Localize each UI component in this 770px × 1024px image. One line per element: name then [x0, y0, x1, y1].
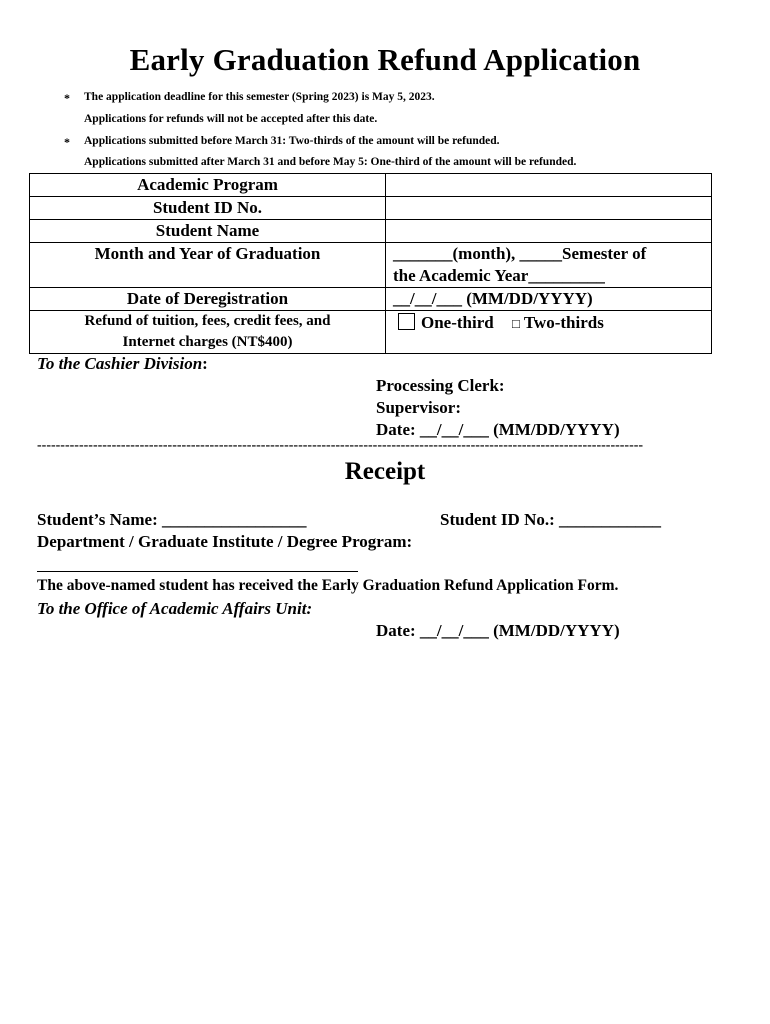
student-name-label: Student Name: [30, 220, 386, 243]
receipt-student-name-field[interactable]: Student’s Name: _________________: [37, 510, 307, 529]
note-bullet-1: *: [64, 91, 70, 105]
student-id-label: Student ID No.: [30, 197, 386, 220]
refund-options: [386, 311, 712, 354]
row-refund: [30, 311, 712, 354]
graduation-academic-year: the Academic Year_________: [393, 266, 605, 285]
student-id-field[interactable]: [386, 197, 712, 220]
row-academic-program: [30, 174, 712, 197]
note-no-late: Applications for refunds will not be accepted after this date.: [84, 113, 378, 125]
deregistration-date-field[interactable]: __/__/___ (MM/DD/YYYY): [386, 288, 712, 311]
processing-clerk-field[interactable]: Processing Clerk:: [376, 376, 505, 395]
deregistration-label: Date of Deregistration: [30, 288, 386, 311]
row-student-id: [30, 197, 712, 220]
refund-label-line-1: Refund of tuition, fees, credit fees, and: [84, 313, 331, 329]
student-name-field[interactable]: [386, 220, 712, 243]
refund-label: [30, 311, 386, 354]
receipt-department-label: Department / Graduate Institute / Degree Program:: [37, 532, 413, 551]
graduation-label: Month and Year of Graduation: [30, 243, 386, 288]
graduation-field[interactable]: [386, 243, 712, 288]
academic-program-field[interactable]: [386, 174, 712, 197]
cashier-date-field[interactable]: Date: __/__/___ (MM/DD/YYYY): [376, 420, 620, 439]
graduation-month-semester: _______(month), _____Semester of: [393, 244, 647, 263]
cut-line-separator: ----------------------------------------------------------------------------------------------------------------------------------: [37, 438, 644, 453]
note-deadline: The application deadline for this semester (Spring 2023) is May 5, 2023.: [84, 91, 435, 103]
supervisor-field[interactable]: Supervisor:: [376, 398, 461, 417]
page-title: Early Graduation Refund Application: [129, 42, 641, 77]
application-form-table: [29, 173, 712, 354]
row-student-name: [30, 220, 712, 243]
refund-label-line-2: Internet charges (NT$400): [122, 334, 293, 350]
receipt-statement: The above-named student has received the Early Graduation Refund Application Form.: [37, 577, 619, 594]
receipt-heading: Receipt: [344, 458, 426, 485]
two-thirds-checkbox[interactable]: □: [511, 316, 520, 331]
academic-affairs-heading: To the Office of Academic Affairs Unit:: [37, 599, 313, 618]
row-deregistration: [30, 288, 712, 311]
one-third-label: One-third: [421, 313, 494, 332]
cashier-heading: [37, 354, 208, 374]
receipt-student-id-field[interactable]: Student ID No.: ____________: [440, 510, 662, 529]
two-thirds-label: Two-thirds: [523, 313, 604, 332]
note-bullet-2: *: [64, 135, 70, 149]
row-graduation: [30, 243, 712, 288]
note-two-thirds: Applications submitted before March 31: Two-thirds of the amount will be refunded.: [84, 135, 500, 147]
one-third-checkbox[interactable]: [398, 313, 415, 330]
cashier-heading-colon: :: [202, 354, 208, 373]
academic-program-label: Academic Program: [30, 174, 386, 197]
cashier-heading-text: To the Cashier Division: [37, 354, 203, 373]
receipt-department-blank[interactable]: [37, 571, 358, 572]
note-one-third: Applications submitted after March 31 and before May 5: One-third of the amount will be refunded.: [84, 156, 577, 168]
receipt-date-field[interactable]: Date: __/__/___ (MM/DD/YYYY): [376, 621, 620, 640]
